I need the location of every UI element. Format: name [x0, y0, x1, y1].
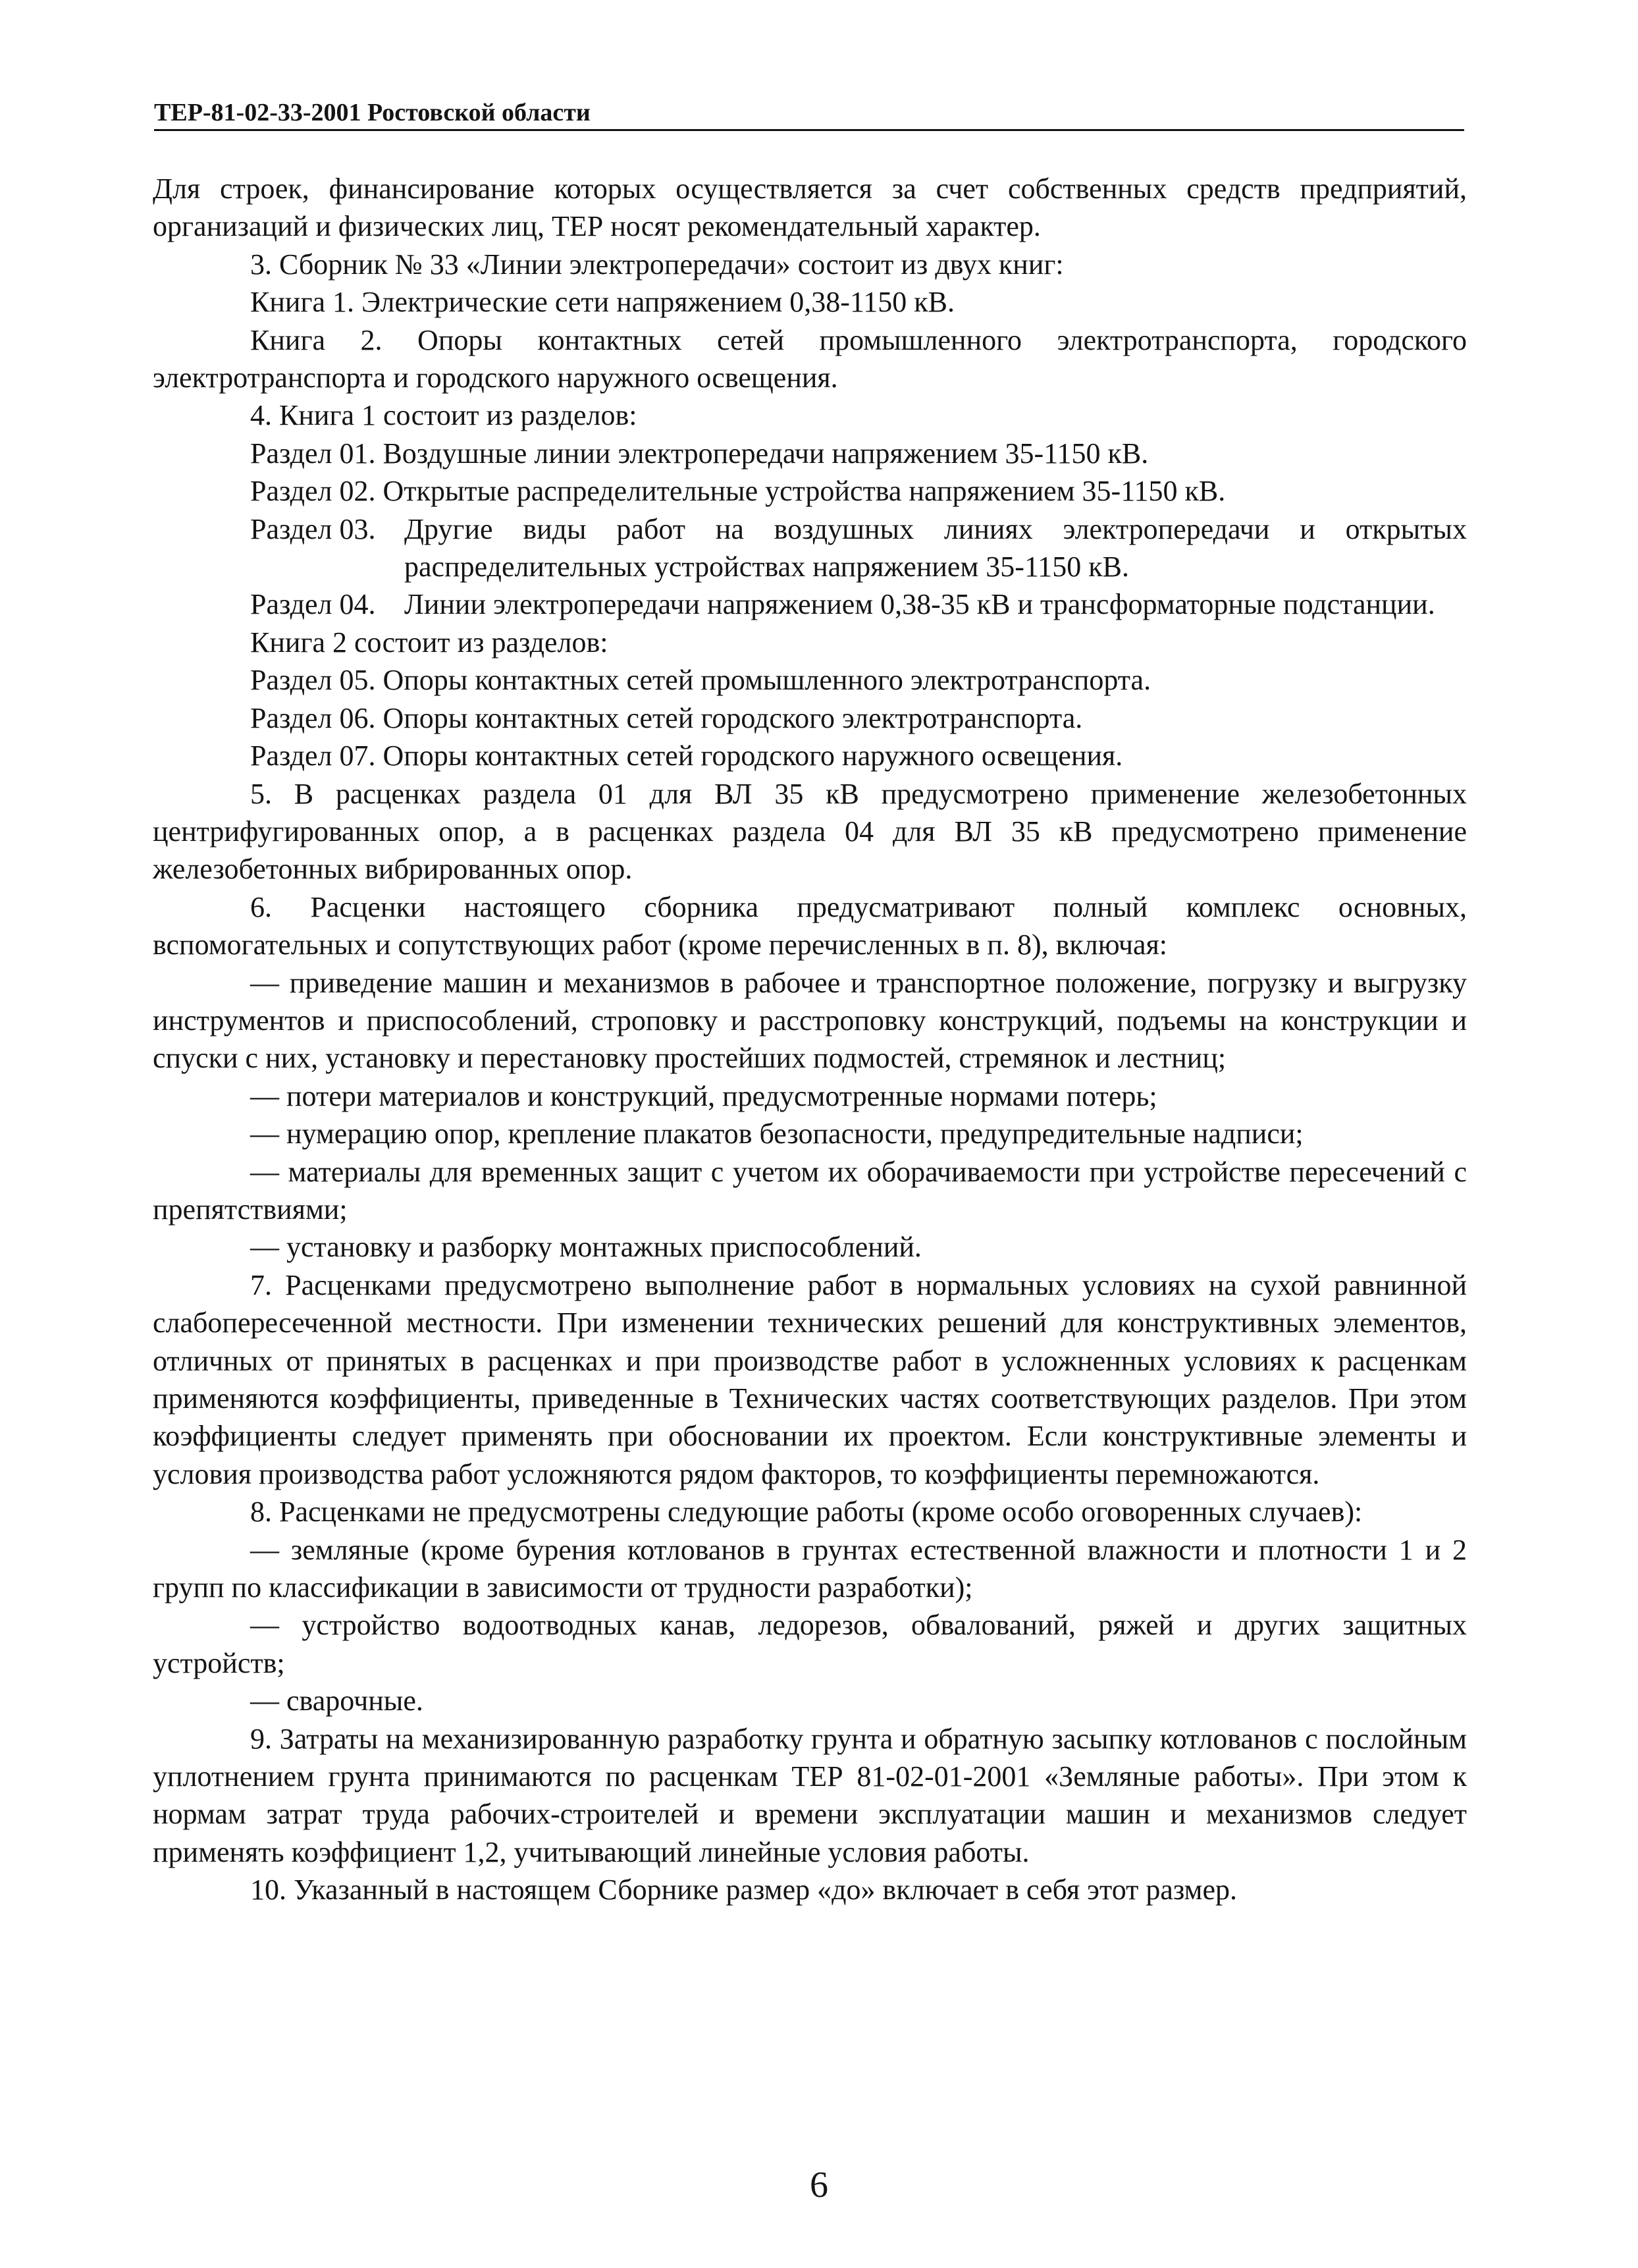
paragraph-book-1: Книга 1. Электрические сети напряжением 0,38-1150 кВ.	[250, 286, 955, 319]
paragraph-section-01: Раздел 01. Воздушные линии электропередачи напряжением 35-1150 кВ.	[250, 437, 1149, 470]
body-text	[153, 170, 1467, 1909]
paragraph-item-6-bullet-4: — материалы для временных защит с учетом их оборачиваемости при устройстве пересечений с препятствиями;	[153, 1155, 1467, 1226]
paragraph-item-10: 10. Указанный в настоящем Сборнике размер «до» включает в себя этот размер.	[250, 1874, 1238, 1906]
paragraph-section-02: Раздел 02. Открытые распределительные устройства напряжением 35-1150 кВ.	[250, 475, 1226, 508]
paragraph-item-6-bullet-5: — установку и разборку монтажных приспособлений.	[250, 1231, 922, 1264]
running-header	[154, 96, 1464, 131]
section-04-lead: Раздел 04.	[250, 588, 376, 621]
paragraph-item-8: 8. Расценками не предусмотрены следующие работы (кроме особо оговоренных случаев):	[250, 1496, 1363, 1528]
paragraph-item-8-bullet-2: — устройство водоотводных канав, ледорезов, обвалований, ряжей и других защитных устройств;	[153, 1609, 1467, 1679]
paragraph-book-2-sections: Книга 2 состоит из разделов:	[250, 626, 608, 659]
paragraph-financing: Для строек, финансирование которых осуществляется за счет собственных средств предприятий, организаций и физических лиц, ТЕР носят рекомендательный характер.	[153, 173, 1467, 243]
header-title: ТЕР-81-02-33-2001 Ростовской области	[154, 99, 591, 126]
section-03-lead: Раздел 03.	[250, 512, 376, 545]
section-04-text: Линии электропередачи напряжением 0,38-35 кВ и трансформаторные подстанции.	[404, 588, 1435, 621]
paragraph-section-07: Раздел 07. Опоры контактных сетей городского наружного освещения.	[250, 740, 1123, 772]
page-number: 6	[810, 2165, 828, 2205]
paragraph-item-3: 3. Сборник № 33 «Линии электропередачи» состоит из двух книг:	[250, 248, 1064, 281]
paragraph-section-04	[153, 585, 1467, 623]
paragraph-section-05: Раздел 05. Опоры контактных сетей промышленного электротранспорта.	[250, 664, 1151, 697]
paragraph-item-8-bullet-1: — земляные (кроме бурения котлованов в грунтах естественной влажности и плотности 1 и 2 групп по классификации в зависимости от трудности разработки);	[153, 1533, 1467, 1604]
paragraph-item-6-bullet-1: — приведение машин и механизмов в рабочее и транспортное положение, погрузку и выгрузку инструментов и приспособлений, строповку и расстроповку конструкций, подъемы на конструкции и спуски с них, установку и перестановку простейших подмостей, стремянок и лестниц;	[153, 966, 1467, 1075]
paragraph-item-6: 6. Расценки настоящего сборника предусматривают полный комплекс основных, вспомогательных и сопутствующих работ (кроме перечисленных в п. 8), включая:	[153, 890, 1467, 961]
paragraph-section-03	[153, 510, 1467, 586]
paragraph-section-06: Раздел 06. Опоры контактных сетей городского электротранспорта.	[250, 701, 1083, 734]
paragraph-item-4: 4. Книга 1 состоит из разделов:	[250, 399, 637, 432]
section-03-text: Другие виды работ на воздушных линиях электропередачи и открытых распределительных устройствах напряжением 35-1150 кВ.	[404, 512, 1467, 583]
paragraph-item-7: 7. Расценками предусмотрено выполнение работ в нормальных условиях на сухой равнинной слабопересеченной местности. При изменении технических решений для конструктивных элементов, отличных от принятых в расценках и при производстве работ в усложненных условиях к расценкам применяются коэффициенты, приведенные в Технических частях соответствующих разделов. При этом коэффициенты следует применять при обосновании их проектом. Если конструктивные элементы и условия производства работ усложняются рядом факторов, то коэффициенты перемножаются.	[153, 1268, 1467, 1490]
paragraph-book-2: Книга 2. Опоры контактных сетей промышленного электротранспорта, городского электротранспорта и городского наружного освещения.	[153, 323, 1467, 394]
paragraph-item-6-bullet-2: — потери материалов и конструкций, предусмотренные нормами потерь;	[250, 1079, 1157, 1112]
paragraph-item-6-bullet-3: — нумерацию опор, крепление плакатов безопасности, предупредительные надписи;	[250, 1118, 1304, 1150]
paragraph-item-8-bullet-3: — сварочные.	[250, 1685, 423, 1717]
paragraph-item-9: 9. Затраты на механизированную разработку грунта и обратную засыпку котлованов с послойным уплотнением грунта принимаются по расценкам ТЕР 81-02-01-2001 «Земляные работы». При этом к нормам затрат труда рабочих-строителей и времени эксплуатации машин и механизмов следует применять коэффициент 1,2, учитывающий линейные условия работы.	[153, 1722, 1467, 1868]
paragraph-item-5: 5. В расценках раздела 01 для ВЛ 35 кВ предусмотрено применение железобетонных центрифугированных опор, а в расценках раздела 04 для ВЛ 35 кВ предусмотрено применение железобетонных вибрированных опор.	[153, 777, 1467, 886]
